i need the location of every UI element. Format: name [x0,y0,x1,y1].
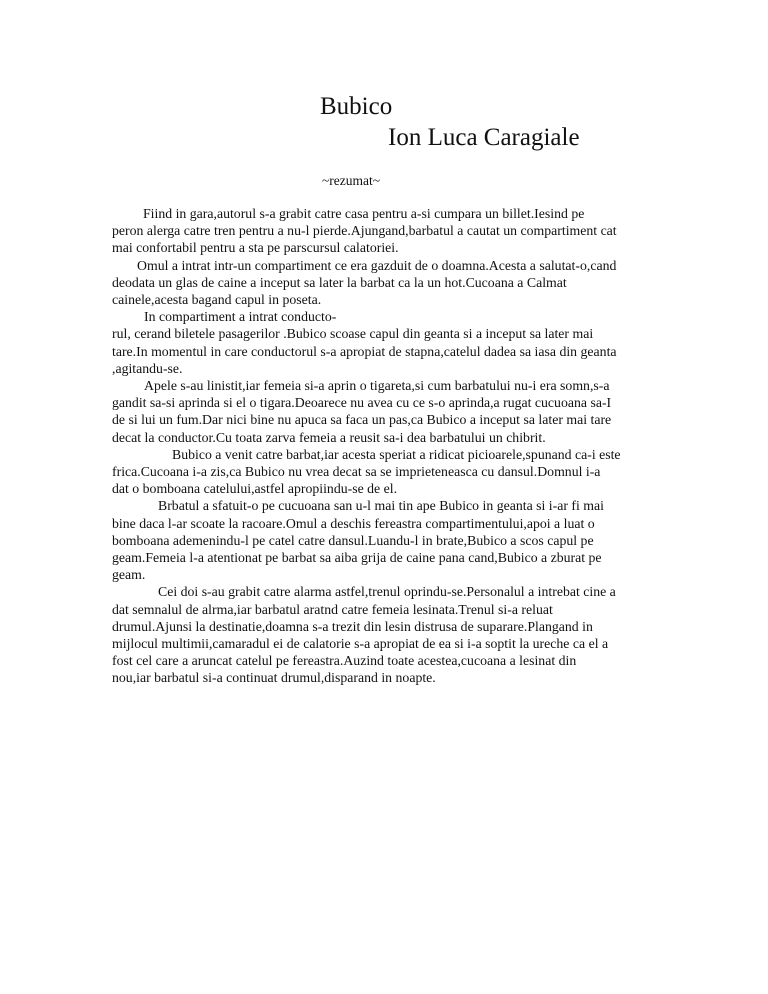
text-line: deodata un glas de caine a inceput sa later la barbat ca la un hot.Cucoana a Calmat [112,274,567,290]
text-line: Brbatul a sfatuit-o pe cucuoana san u-l mai tin ape Bubico in geanta si i-ar fi mai [158,498,604,514]
text-line: cainele,acesta bagand capul in poseta. [112,292,322,308]
text-line: bine daca l-ar scoate la racoare.Omul a deschis fereastra compartimentului,apoi a luat o [112,515,595,531]
text-line: fost cel care a aruncat catelul pe fereastra.Auzind toate acestea,cucoana a lesinat din [112,653,577,669]
text-line: peron alerga catre tren pentru a nu-l pierde.Ajungand,barbatul a cautat un compartiment cat [112,223,617,239]
text-line: Bubico a venit catre barbat,iar acesta speriat a ridicat picioarele,spunand ca-i este [172,446,621,462]
text-line: de si lui un fum.Dar nici bine nu apuca sa faca un pas,ca Bubico a inceput sa later mai tare [112,412,612,428]
text-line: frica.Cucoana i-a zis,ca Bubico nu vrea decat sa se imprieteneasca cu dansul.Domnul i-a [112,464,601,480]
text-line: bomboana ademenindu-l pe catel catre dansul.Luandu-l in brate,Bubico a scos capul pe [112,532,594,548]
document-subtitle: ~rezumat~ [322,173,381,188]
document-title: Bubico [320,93,393,120]
text-line: Fiind in gara,autorul s-a grabit catre casa pentru a-si cumpara un billet.Iesind pe [143,206,585,221]
text-line: dat o bomboana catelului,astfel apropiindu-se de el. [112,481,398,497]
text-line: tare.In momentul in care conductorul s-a apropiat de stapna,catelul dadea sa iasa din geanta [112,343,617,359]
text-line: drumul.Ajunsi la destinatie,doamna s-a trezit din lesin distrusa de suparare.Plangand in [112,618,593,634]
text-line: ,agitandu-se. [112,360,183,376]
document-body [112,205,658,687]
text-line: geam. [112,567,146,583]
text-line: mijlocul multimii,camaradul ei de calatorie s-a apropiat de ea si i-a soptit la ureche ca el a [112,636,609,652]
text-line: Apele s-au linistit,iar femeia si-a aprin o tigareta,si cum barbatului nu-i era somn,s-a [144,378,610,394]
text-line: Omul a intrat intr-un compartiment ce era gazduit de o doamna.Acesta a salutat-o,cand [137,257,617,273]
text-line: dat semnalul de alrma,iar barbatul aratnd catre femeia lesinata.Trenul si-a reluat [112,601,553,617]
text-line: decat la conductor.Cu toata zarva femeia a reusit sa-i dea barbatului un chibrit. [112,429,546,445]
document-author: Ion Luca Caragiale [388,124,580,151]
text-line: In compartiment a intrat conducto- [144,309,337,325]
text-line: gandit sa-si aprinda si el o tigara.Deoarece nu avea cu ce s-o aprinda,a rugat cucuoana sa-I [112,395,612,411]
text-line: rul, cerand biletele pasagerilor .Bubico scoase capul din geanta si a inceput sa later mai [112,326,594,342]
text-line: nou,iar barbatul si-a continuat drumul,disparand in noapte. [112,670,436,686]
text-line: mai confortabil pentru a sta pe parscursul calatoriei. [112,240,399,256]
text-line: Cei doi s-au grabit catre alarma astfel,trenul oprindu-se.Personalul a intrebat cine a [158,584,616,600]
text-line: geam.Femeia l-a atentionat pe barbat sa aiba grija de caine pana cand,Bubico a zburat pe [112,550,602,566]
